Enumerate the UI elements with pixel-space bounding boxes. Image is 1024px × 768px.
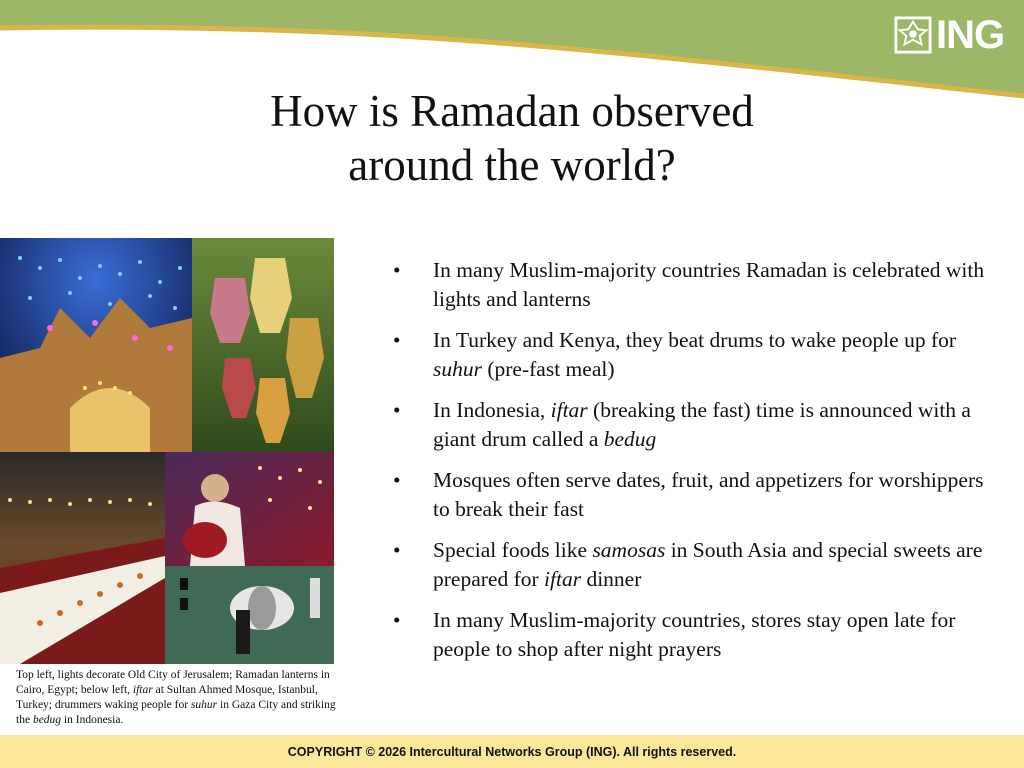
caption-text: in Indonesia. [61,714,124,726]
bullet-text: Special foods like [433,538,593,562]
photo-caption [16,668,336,728]
bullet-text: dinner [581,567,642,591]
caption-text: Top left, lights decorate Old City of Jerusalem; Ramadan lanterns in Cairo, Egypt; below left, [16,669,330,696]
bullet-dot: • [393,538,401,562]
caption-text: at Sultan Ahmed Mosque, Istanbul, Turkey; drummers waking people for [16,684,318,711]
bullet-dot: • [393,328,401,352]
ornament-icon [894,16,932,54]
bullet-text: In many Muslim-majority countries, stores stay open late for people to shop after night prayers [433,608,956,661]
bullet-text: In Turkey and Kenya, they beat drums to wake people up for [433,328,957,352]
bullet-item [393,466,993,524]
bullet-item [393,536,993,594]
bullet-text: (pre-fast meal) [481,357,615,381]
bullet-item [393,606,993,664]
photo-bedug-indonesia [165,566,334,664]
caption-text: in Gaza City and striking the [16,699,336,726]
bullet-text: (breaking the fast) time is announced with a giant drum called a [433,398,971,451]
bullet-dot: • [393,258,401,282]
ing-logo [894,14,1008,56]
bullet-dot: • [393,608,401,632]
bullet-item [393,256,993,314]
bullet-italic: iftar [550,398,588,422]
slide-title [112,84,912,192]
photo-gaza-drummers [165,452,334,566]
bullet-text: Mosques often serve dates, fruit, and appetizers for worshippers to break their fast [433,468,984,521]
bullet-dot: • [393,468,401,492]
bullet-dot: • [393,398,401,422]
bullet-text: in South Asia and special sweets are prepared for [433,538,983,591]
copyright-text: COPYRIGHT © 2026 Intercultural Networks Group (ING). All rights reserved. [287,744,737,759]
bullet-text: In Indonesia, [433,398,551,422]
bullet-item [393,326,993,384]
bullet-italic: bedug [603,427,657,451]
caption-italic-bedug: bedug [32,714,62,726]
photo-jerusalem-lights [0,238,192,452]
photo-collage [0,238,334,664]
photo-cairo-lanterns [192,238,334,452]
bullet-italic: iftar [544,567,582,591]
photo-iftar-sultan-ahmed [0,452,165,664]
copyright-footer [0,735,1024,768]
caption-italic-suhur: suhur [190,699,218,711]
logo-text: ING [936,13,1005,57]
bullet-item [393,396,993,454]
bullet-italic: suhur [433,357,482,381]
bullet-list [393,256,993,676]
bullet-text: In many Muslim-majority countries Ramadan is celebrated with lights and lanterns [433,258,985,311]
caption-italic-iftar: iftar [132,684,153,696]
title-line-1: How is Ramadan observed [270,86,754,136]
bullet-italic: samosas [592,538,666,562]
title-line-2: around the world? [348,140,676,190]
